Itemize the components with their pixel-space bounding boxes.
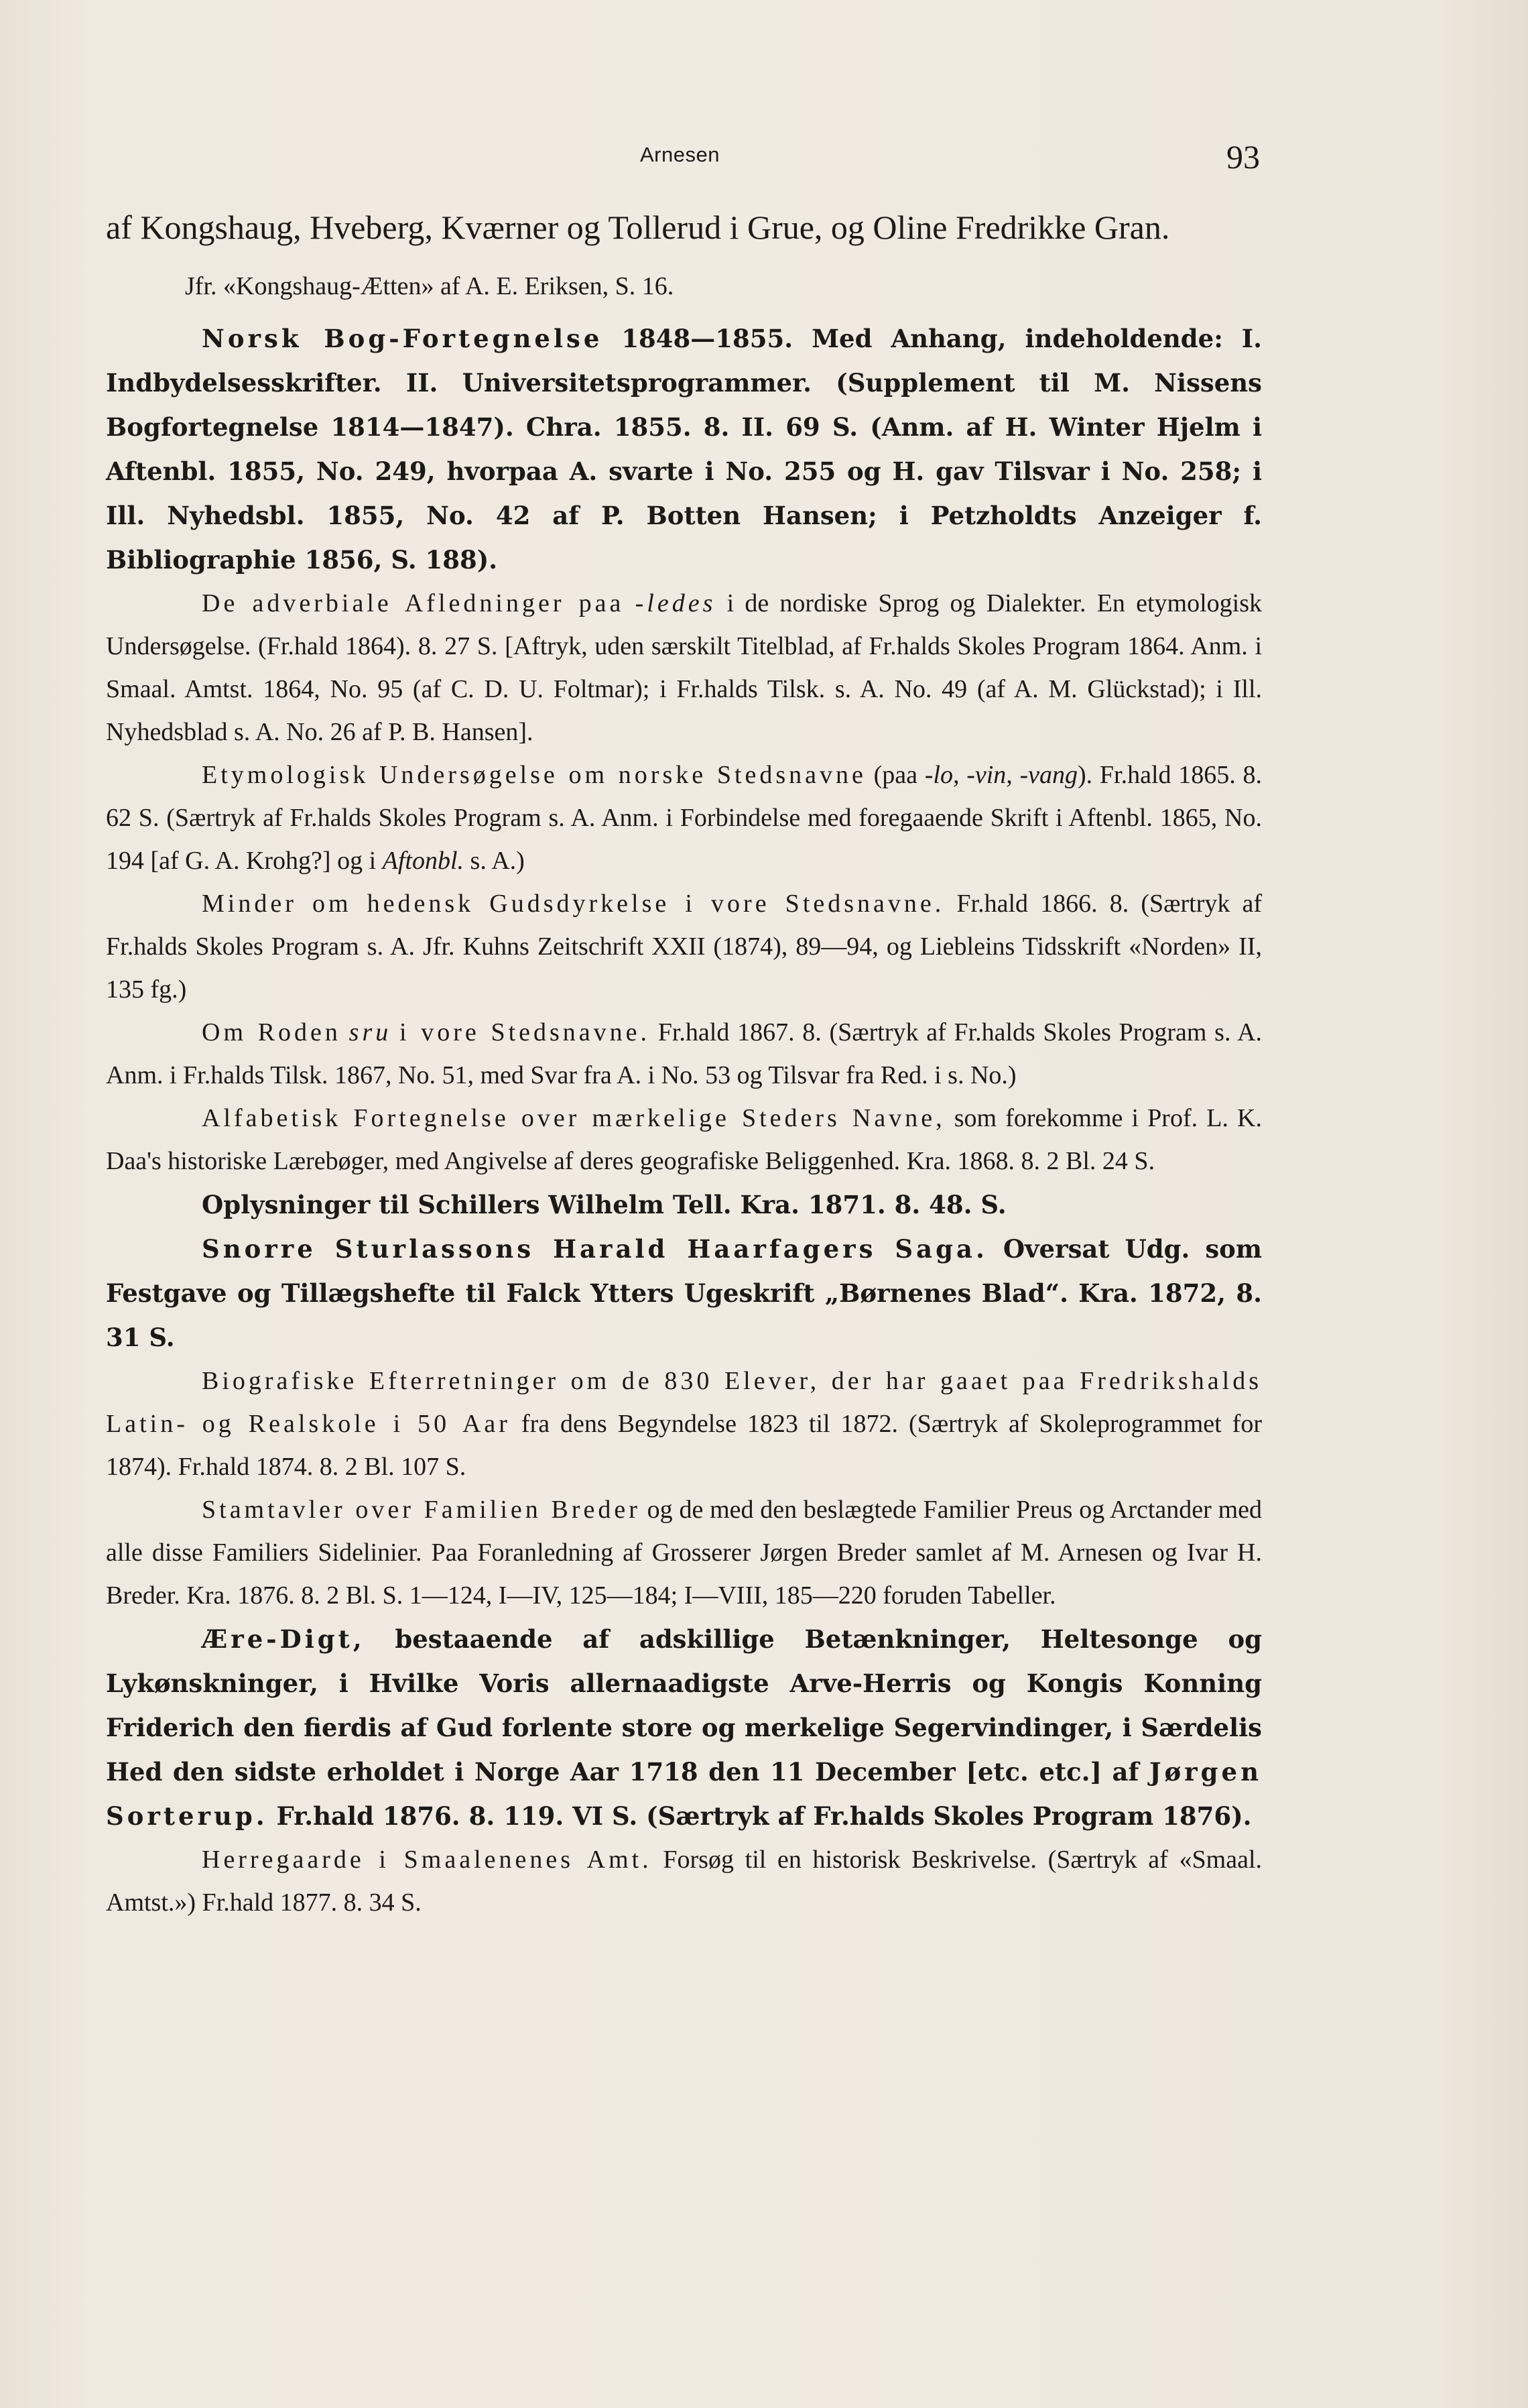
- entry-details: Fr.hald 1876. 8. 119. VI S. (Særtryk af Fr.halds Skoles Program 1876).: [267, 1801, 1252, 1831]
- entry-title: Ære-Digt,: [202, 1624, 365, 1654]
- entry-details: Fr.hald 1866. 8. (Særtryk af Fr.halds Skoles Program s. A. Jfr. Kuhns Zeitschrift XXII (1874), 89—94, og Liebleins Tidsskrift «Norden» II, 135 fg.): [106, 890, 1262, 1004]
- entry-title: Om Roden: [202, 1018, 341, 1046]
- reference-note: Jfr. «Kongshaug-Ætten» af A. E. Eriksen, S. 16.: [185, 272, 674, 300]
- entry-details: (paa: [866, 761, 925, 789]
- continuation-text: af Kongshaug, Hveberg, Kværner og Tollerud i Grue, og Oline Fredrikke Gran.: [106, 208, 1170, 246]
- bibliography-entry: [106, 582, 1262, 754]
- entry-title: Etymologisk Undersøgelse om norske Stedsnavne: [202, 761, 867, 789]
- entry-title: Norsk Bog-Fortegnelse: [202, 324, 603, 353]
- entry-details: Oplysninger til Schillers Wilhelm Tell. Kra. 1871. 8. 48. S.: [202, 1190, 1007, 1219]
- entry-title: Herregaarde i Smaalenenes Amt.: [202, 1846, 652, 1874]
- entry-title: Alfabetisk Fortegnelse over mærkelige Steders Navne,: [202, 1104, 946, 1132]
- entry-details: bestaaende af adskillige Betænkninger, Heltesonge og Lykønskninger, i Hvilke Voris allernaadigste Arve-Herris og Kongis Konning Friderich den fierdis af Gud forlente store og merkelige Segervindinger, i Særdelis Hed den sidste erholdet i Norge Aar 1718 den 11 December [etc. etc.] af: [106, 1624, 1262, 1787]
- entry-title: Minder om hedensk Gudsdyrkelse i vore Stedsnavne.: [202, 890, 945, 918]
- bibliography-entry: [106, 1488, 1262, 1617]
- bibliography-entry: [106, 1097, 1262, 1183]
- running-head: Arnesen: [640, 143, 720, 166]
- entry-title: i vore Stedsnavne.: [399, 1018, 651, 1046]
- entry-details: fra dens Begyndelse 1823 til 1872. (Særtryk af Skoleprogrammet for 1874). Fr.hald 1874. 8. 2 Bl. 107 S.: [106, 1410, 1262, 1481]
- entry-italic-term: Aftonbl.: [382, 847, 464, 875]
- page-header: [0, 137, 1528, 178]
- entry-details: Oversat Udg. som Festgave og Tillægshefte til Falck Ytters Ugeskrift „Børnenes Blad“. Kra. 1872, 8. 31 S.: [106, 1234, 1262, 1352]
- entry-details: Forsøg til en historisk Beskrivelse. (Særtryk af «Smaal. Amtst.») Fr.hald 1877. 8. 34 S.: [106, 1846, 1262, 1917]
- entry-author: Jørgen Sorterup.: [106, 1757, 1262, 1831]
- bibliography-entry: [106, 1617, 1262, 1838]
- entry-title-italic: -ledes: [635, 589, 716, 617]
- bibliography-list: [106, 201, 1262, 1924]
- bibliography-entry: [106, 1183, 1262, 1227]
- entry-details: ). Fr.hald 1865. 8. 62 S. (Særtryk af Fr.halds Skoles Program s. A. Anm. i Forbindelse med foregaaende Skrift i Aftenbl. 1865, No. 194 [af G. A. Krohg?] og i: [106, 761, 1262, 875]
- entry-title: Snorre Sturlassons Harald Haarfagers Saga.: [202, 1234, 988, 1264]
- page-number: 93: [1226, 138, 1260, 176]
- bibliography-entry: [106, 316, 1262, 582]
- entry-details: 1848—1855. Med Anhang, indeholdende: I. Indbydelsesskrifter. II. Universitetsprogrammer. (Supplement til M. Nissens Bogfortegnelse 1814—1847). Chra. 1855. 8. II. 69 S. (Anm. af H. Winter Hjelm i Aftenbl. 1855, No. 249, hvorpaa A. svarte i No. 255 og H. gav Tilsvar i No. 258; i Ill. Nyhedsbl. 1855, No. 42 af P. Botten Hansen; i Petzholdts Anzeiger f. Bibliographie 1856, S. 188).: [106, 324, 1262, 575]
- entry-details: og de med den beslægtede Familier Preus og Arctander med alle disse Familiers Sidelinier. Paa Foranledning af Grosserer Jørgen Breder samlet af M. Arnesen og Ivar H. Breder. Kra. 1876. 8. 2 Bl. S. 1—124, I—IV, 125—184; I—VIII, 185—220 foruden Tabeller.: [106, 1496, 1262, 1610]
- entry-details: i de nordiske Sprog og Dialekter. En etymologisk Undersøgelse. (Fr.hald 1864). 8. 27 S. [Aftryk, uden særskilt Titelblad, af Fr.halds Skoles Program 1864. Anm. i Smaal. Amtst. 1864, No. 95 (af C. D. U. Foltmar); i Fr.halds Tilsk. s. A. No. 49 (af A. M. Glückstad); i Ill. Nyhedsblad s. A. No. 26 af P. B. Hansen].: [106, 589, 1263, 746]
- entry-italic-term: -lo, -vin, -vang: [924, 761, 1078, 789]
- entry-title-italic: sru: [348, 1018, 392, 1046]
- bibliography-entry: [106, 754, 1262, 882]
- bibliography-entry: [106, 1360, 1262, 1488]
- bibliography-entry: [106, 882, 1262, 1011]
- entry-details: som forekomme i Prof. L. K. Daa's historiske Lærebøger, med Angivelse af deres geografiske Beliggenhed. Kra. 1868. 8. 2 Bl. 24 S.: [106, 1104, 1263, 1175]
- entry-details: Fr.hald 1867. 8. (Særtryk af Fr.halds Skoles Program s. A. Anm. i Fr.halds Tilsk. 1867, No. 51, med Svar fra A. i No. 53 og Tilsvar fra Red. i s. No.): [106, 1018, 1263, 1089]
- bibliography-entry: [106, 1011, 1262, 1097]
- entry-details: s. A.): [464, 847, 525, 875]
- bibliography-entry: [106, 1838, 1262, 1924]
- entry-title: De adverbiale Afledninger paa: [202, 589, 625, 617]
- entry-title: Stamtavler over Familien Breder: [202, 1496, 641, 1524]
- entry-title: Biografiske Efterretninger om de 830 Elever, der har gaaet paa Fredrikshalds Latin- og Realskole i 50 Aar: [106, 1367, 1262, 1438]
- bibliography-entry: [106, 1227, 1262, 1360]
